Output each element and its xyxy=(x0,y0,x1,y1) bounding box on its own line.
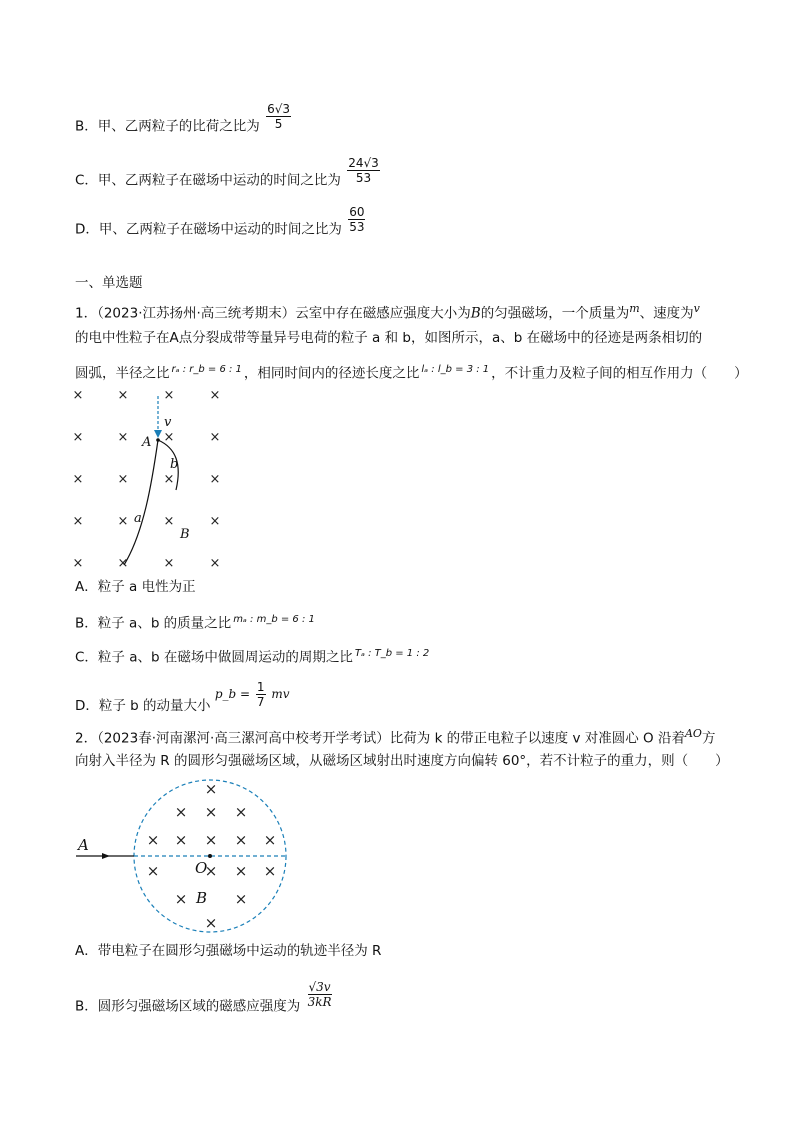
label-center-o: O xyxy=(195,859,208,877)
q1-symbol-v: v xyxy=(693,302,700,315)
q1-text: ，不计重力及粒子间的相互作用力（ ） xyxy=(491,365,748,382)
field-cross: × xyxy=(174,831,188,849)
q2-text: 方 xyxy=(701,730,716,747)
center-dot xyxy=(208,854,212,858)
momentum-rhs: mv xyxy=(271,687,290,701)
field-cross: × xyxy=(174,803,188,821)
field-cross: × xyxy=(117,514,129,529)
field-cross: × xyxy=(117,388,129,403)
fraction xyxy=(256,680,266,709)
q1-symbol-m: m xyxy=(629,302,640,315)
label-v: v xyxy=(164,415,172,430)
momentum-expression xyxy=(214,680,290,709)
field-cross: × xyxy=(72,388,84,403)
mass-ratio: mₐ : m_b = 6 : 1 xyxy=(233,614,315,625)
field-cross: × xyxy=(72,430,84,445)
q1-text: 的匀强磁场，一个质量为 xyxy=(480,305,630,322)
option-text: B．粒子 a、b 的质量之比 xyxy=(75,615,232,632)
q2-ao-symbol: AO xyxy=(684,727,702,740)
q1-text: 1．（2023·江苏扬州·高三统考期末）云室中存在磁感应强度大小为 xyxy=(75,305,471,322)
field-cross: × xyxy=(204,914,218,932)
field-cross: × xyxy=(72,472,84,487)
field-cross: × xyxy=(234,862,248,880)
period-ratio: Tₐ : T_b = 1 : 2 xyxy=(354,648,430,659)
field-cross: × xyxy=(174,890,188,908)
option-text: B．圆形匀强磁场区域的磁感应强度为 xyxy=(75,998,301,1015)
q2-text: 2．（2023春·河南漯河·高三漯河高中校考开学考试）比荷为 k 的带正电粒子以速度 v 对准圆心 O 沿着 xyxy=(75,730,685,747)
q1-magnetic-field-diagram xyxy=(64,382,234,572)
q1-symbol-b: B xyxy=(470,305,481,322)
fraction-denominator: 5 xyxy=(274,117,283,131)
fraction-numerator: 6√3 xyxy=(267,102,290,116)
field-cross: × xyxy=(234,831,248,849)
field-cross: × xyxy=(209,556,221,571)
section-title: 一、单选题 xyxy=(75,275,143,291)
q2-line-2: 向射入半径为 R 的圆形匀强磁场区域，从磁场区域射出时速度方向偏转 60°，若不计粒子的重力，则（ ） xyxy=(75,753,729,769)
label-a: a xyxy=(134,511,142,526)
field-cross: × xyxy=(146,862,160,880)
fraction xyxy=(348,205,365,234)
fraction xyxy=(266,102,291,131)
field-cross: × xyxy=(204,831,218,849)
fraction-denominator: 53 xyxy=(349,220,365,234)
fraction-numerator: 60 xyxy=(349,205,365,219)
q1-length-ratio: lₐ : l_b = 3 : 1 xyxy=(421,364,490,375)
q1-text: 、速度为 xyxy=(639,305,694,322)
field-cross: × xyxy=(72,556,84,571)
field-cross: × xyxy=(163,430,175,445)
option-text: C．甲、乙两粒子在磁场中运动的时间之比为 xyxy=(75,172,341,189)
field-cross: × xyxy=(209,430,221,445)
label-point-a: A xyxy=(142,435,152,450)
q1-option-b xyxy=(75,611,317,633)
incident-arrowhead xyxy=(102,853,110,859)
field-cross: × xyxy=(72,514,84,529)
field-cross: × xyxy=(263,862,277,880)
fraction xyxy=(347,156,380,185)
fraction xyxy=(307,980,333,1009)
q1-line-3 xyxy=(75,361,748,383)
field-cross: × xyxy=(163,388,175,403)
field-cross: × xyxy=(234,890,248,908)
label-field-b: B xyxy=(196,889,208,907)
field-cross: × xyxy=(204,803,218,821)
field-cross: × xyxy=(209,472,221,487)
field-cross: × xyxy=(234,803,248,821)
field-cross: × xyxy=(117,556,129,571)
fraction-denominator: 53 xyxy=(355,171,372,185)
momentum-lhs: p_b = xyxy=(214,687,251,701)
field-cross: × xyxy=(204,780,218,798)
field-cross: × xyxy=(146,831,160,849)
fraction-denominator: 3kR xyxy=(307,995,332,1009)
label-field-b: B xyxy=(180,527,190,542)
q1-text: 圆弧，半径之比 xyxy=(75,365,170,382)
label-point-a: A xyxy=(78,836,89,854)
field-cross: × xyxy=(163,556,175,571)
option-text: D．甲、乙两粒子在磁场中运动的时间之比为 xyxy=(75,221,342,238)
track-a xyxy=(124,440,158,565)
field-cross: × xyxy=(209,514,221,529)
q2-circular-field-diagram xyxy=(70,778,300,934)
field-cross: × xyxy=(163,514,175,529)
fraction-numerator: 24√3 xyxy=(348,156,379,170)
fraction-numerator: √3v xyxy=(308,980,331,994)
field-cross: × xyxy=(117,472,129,487)
q1-option-d xyxy=(75,680,290,721)
fraction-numerator: 1 xyxy=(256,680,265,694)
q2-line-1 xyxy=(75,725,715,748)
label-b: b xyxy=(170,457,179,472)
field-cross: × xyxy=(117,430,129,445)
q1-option-a: A．粒子 a 电性为正 xyxy=(75,579,196,595)
q1-option-c xyxy=(75,645,431,667)
q1-radius-ratio: rₐ : r_b = 6 : 1 xyxy=(171,364,242,375)
q1-line-2: 的电中性粒子在A点分裂成带等量异号电荷的粒子 a 和 b，如图所示，a、b 在磁场中的径迹是两条相切的 xyxy=(75,330,703,346)
prev-option-b xyxy=(75,102,293,141)
velocity-arrowhead xyxy=(154,430,162,438)
q2-option-a: A．带电粒子在圆形匀强磁场中运动的轨迹半径为 R xyxy=(75,943,382,959)
fraction-denominator: 7 xyxy=(256,695,265,709)
option-text: D．粒子 b 的动量大小 xyxy=(75,698,211,714)
q2-option-b xyxy=(75,980,335,1021)
option-text: C．粒子 a、b 在磁场中做圆周运动的周期之比 xyxy=(75,649,353,666)
field-cross: × xyxy=(204,862,218,880)
q1-line-1 xyxy=(75,300,700,323)
option-text: B．甲、乙两粒子的比荷之比为 xyxy=(75,118,260,135)
field-cross: × xyxy=(263,831,277,849)
field-cross: × xyxy=(209,388,221,403)
q1-text: ，相同时间内的径迹长度之比 xyxy=(243,365,420,382)
prev-option-d xyxy=(75,205,367,244)
field-cross: × xyxy=(163,472,175,487)
prev-option-c xyxy=(75,156,382,195)
